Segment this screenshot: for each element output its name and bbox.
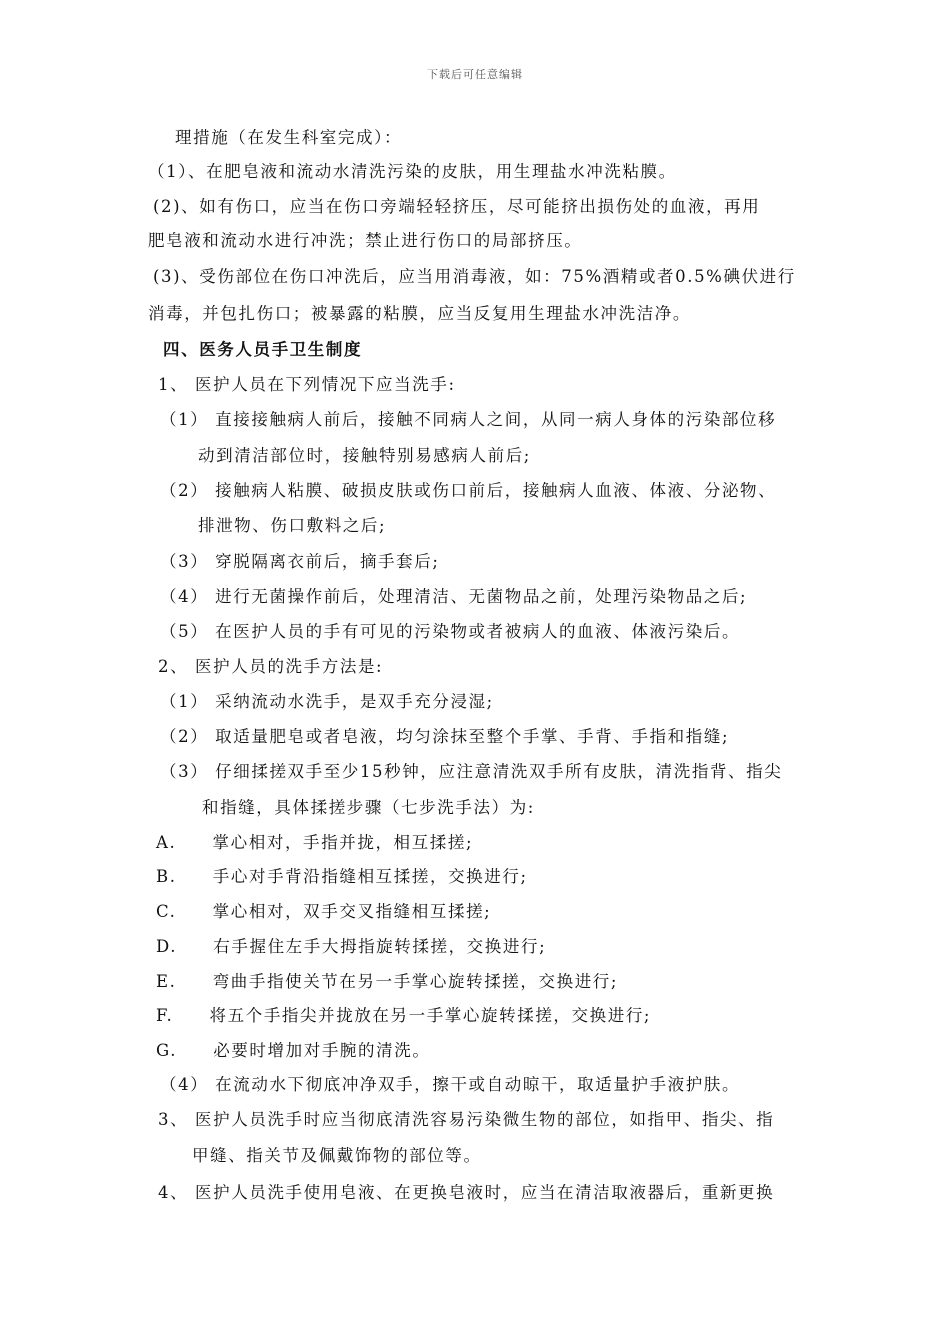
list-item: 4、 医护人员洗手使用皂液、在更换皂液时，应当在清洁取液器后，重新更换 [158,1183,775,1202]
list-item: （2） 取适量肥皂或者皂液，均匀涂抹至整个手掌、手背、手指和指缝; [160,727,730,746]
list-item: （3） 仔细揉搓双手至少15秒钟，应注意清洗双手所有皮肤，清洗指背、指尖 [160,762,783,781]
paragraph-line: (2)、如有伤口，应当在伤口旁端轻轻挤压，尽可能挤出损伤处的血液，再用 [153,197,761,216]
page-header: 下载后可任意编辑 [427,68,523,81]
list-item-continuation: 和指缝，具体揉搓步骤（七步洗手法）为: [202,798,535,817]
paragraph-line: 肥皂液和流动水进行冲洗；禁止进行伤口的局部挤压。 [148,231,583,250]
list-item: （4） 在流动水下彻底冲净双手，擦干或自动晾干，取适量护手液护肤。 [160,1075,741,1094]
list-item: （4） 进行无菌操作前后，处理清洁、无菌物品之前，处理污染物品之后; [160,587,748,606]
list-item: 1、 医护人员在下列情况下应当洗手: [158,375,456,394]
step-item: C. 掌心相对，双手交叉指缝相互揉搓; [156,902,492,921]
paragraph-line: 消毒，并包扎伤口；被暴露的粘膜，应当反复用生理盐水冲洗洁净。 [148,304,691,323]
list-item-continuation: 排泄物、伤口敷料之后; [198,516,387,535]
list-item: （1） 采纳流动水洗手，是双手充分浸湿; [160,692,494,711]
paragraph-line: （1）、在肥皂液和流动水清洗污染的皮肤，用生理盐水冲洗粘膜。 [148,162,677,181]
list-item: 2、 医护人员的洗手方法是: [158,657,384,676]
list-item: （3） 穿脱隔离衣前后，摘手套后; [160,552,440,571]
step-item: G. 必要时增加对手腕的清洗。 [156,1041,431,1060]
list-item: （2） 接触病人粘膜、破损皮肤或伤口前后，接触病人血液、体液、分泌物、 [160,481,777,500]
paragraph-line: 理措施（在发生科室完成）： [175,128,403,147]
list-item: 3、 医护人员洗手时应当彻底清洗容易污染微生物的部位，如指甲、指尖、指 [158,1110,775,1129]
paragraph-line: (3)、受伤部位在伤口冲洗后，应当用消毒液，如：75%酒精或者0.5%碘伏进行 [153,267,796,286]
step-item: D. 右手握住左手大拇指旋转揉搓，交换进行; [156,937,547,956]
step-item: A. 掌心相对，手指并拢，相互揉搓; [156,833,474,852]
step-item: F. 将五个手指尖并拢放在另一手掌心旋转揉搓，交换进行; [156,1006,652,1025]
list-item-continuation: 甲缝、指关节及佩戴饰物的部位等。 [192,1146,482,1165]
step-item: E. 弯曲手指使关节在另一手掌心旋转揉搓，交换进行; [156,972,619,991]
list-item: （1） 直接接触病人前后，接触不同病人之间，从同一病人身体的污染部位移 [160,410,777,429]
list-item-continuation: 动到清洁部位时，接触特别易感病人前后; [198,446,531,465]
list-item: （5） 在医护人员的手有可见的污染物或者被病人的血液、体液污染后。 [160,622,741,641]
step-item: B. 手心对手背沿指缝相互揉搓，交换进行; [156,867,528,886]
section-heading: 四、医务人员手卫生制度 [163,340,363,359]
